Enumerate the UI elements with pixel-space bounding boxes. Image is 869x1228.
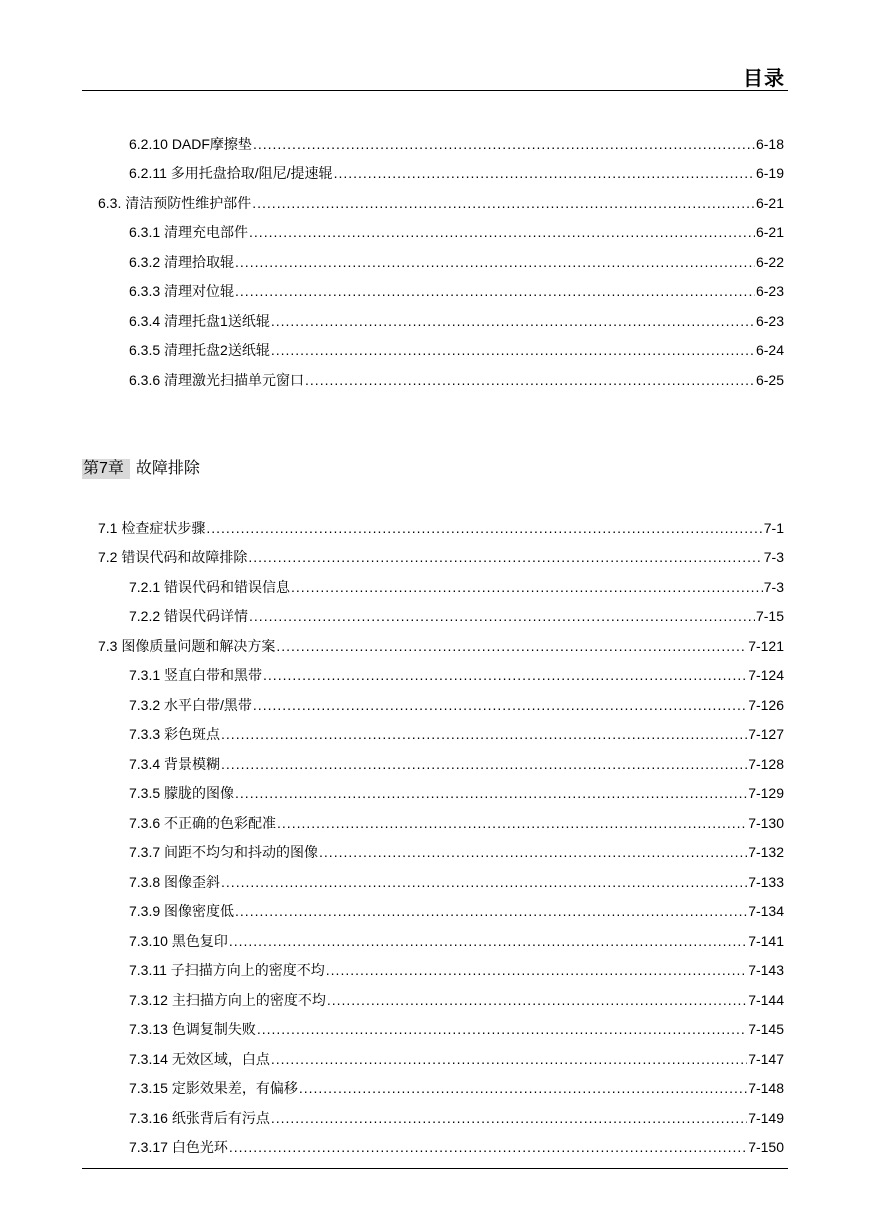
dot-leader (235, 784, 747, 802)
toc-entry-label: 7.3 图像质量问题和解决方案 (98, 638, 276, 654)
toc-entry-label: 7.2 错误代码和故障排除 (98, 549, 248, 565)
toc-entry-page: 7-1 (763, 520, 784, 536)
toc-entry[interactable] (129, 784, 784, 802)
dot-leader (271, 341, 755, 359)
toc-entry[interactable] (129, 282, 784, 300)
toc-entry[interactable] (129, 164, 784, 182)
toc-entry-label: 7.3.7 间距不均匀和抖动的图像 (129, 844, 319, 860)
toc-entry-page: 7-130 (748, 815, 784, 831)
toc-entry-page: 7-3 (763, 579, 784, 595)
toc-entry[interactable] (129, 666, 784, 684)
toc-entry-page: 7-147 (748, 1051, 784, 1067)
toc-entry-label: 6.3.3 清理对位辊 (129, 283, 235, 299)
toc-entry-page: 7-127 (748, 726, 784, 742)
dot-leader (271, 1050, 747, 1068)
toc-entry-label: 7.3.6 不正确的色彩配准 (129, 815, 277, 831)
toc-entry-page: 6-21 (755, 224, 784, 240)
toc-entry-label: 7.2.1 错误代码和错误信息 (129, 579, 291, 595)
dot-leader (276, 637, 747, 655)
toc-entry-label: 7.3.2 水平白带/黑带 (129, 697, 252, 713)
toc-entry-page: 7-15 (755, 608, 784, 624)
toc-entry[interactable] (129, 902, 784, 920)
toc-entry-page: 7-128 (748, 756, 784, 772)
chapter-heading[interactable] (82, 459, 200, 479)
toc-entry-label: 7.3.17 白色光环 (129, 1139, 228, 1155)
toc-entry-page: 7-144 (748, 992, 784, 1008)
toc-entry-page: 6-23 (755, 283, 784, 299)
toc-entry[interactable] (129, 873, 784, 891)
dot-leader (229, 932, 747, 950)
toc-entry[interactable] (129, 932, 784, 950)
toc-entry[interactable] (129, 223, 784, 241)
dot-leader (299, 1079, 747, 1097)
toc-entry[interactable] (129, 961, 784, 979)
toc-entry-label: 7.3.14 无效区域，白点 (129, 1051, 270, 1067)
toc-entry-label: 6.3.6 清理激光扫描单元窗口 (129, 372, 305, 388)
dot-leader (235, 253, 755, 271)
dot-leader (253, 135, 755, 153)
toc-entry-label: 6.2.11 多用托盘拾取/阻尼/提速辊 (129, 165, 333, 181)
chapter-title: 故障排除 (135, 460, 200, 477)
dot-leader (235, 902, 747, 920)
dot-leader (206, 519, 762, 537)
toc-entry[interactable] (129, 253, 784, 271)
toc-entry-label: 6.2.10 DADF摩擦垫 (129, 136, 252, 152)
toc-entry-label: 6.3. 清洁预防性维护部件 (98, 195, 252, 211)
toc-entry-page: 7-145 (748, 1021, 784, 1037)
dot-leader (221, 725, 747, 743)
toc-entry-page: 7-148 (748, 1080, 784, 1096)
toc-entry-label: 6.3.1 清理充电部件 (129, 224, 249, 240)
footer-divider (82, 1168, 788, 1169)
toc-entry[interactable] (129, 312, 784, 330)
toc-entry[interactable] (98, 519, 784, 537)
toc-entry[interactable] (129, 1020, 784, 1038)
toc-entry[interactable] (129, 843, 784, 861)
dot-leader (271, 1109, 747, 1127)
toc-entry-label: 6.3.2 清理拾取辊 (129, 254, 235, 270)
toc-entry-page: 7-150 (748, 1139, 784, 1155)
dot-leader (263, 666, 747, 684)
toc-entry-page: 6-19 (755, 165, 784, 181)
toc-entry[interactable] (129, 135, 784, 153)
dot-leader (327, 991, 747, 1009)
toc-entry-label: 7.3.1 竖直白带和黑带 (129, 667, 263, 683)
dot-leader (305, 371, 755, 389)
toc-entry-page: 6-22 (755, 254, 784, 270)
toc-entry-page: 7-121 (748, 638, 784, 654)
toc-entry-label: 7.3.15 定影效果差，有偏移 (129, 1080, 298, 1096)
dot-leader (253, 696, 747, 714)
dot-leader (221, 873, 747, 891)
header-divider (82, 90, 788, 91)
toc-entry-page: 6-23 (755, 313, 784, 329)
toc-entry-page: 7-129 (748, 785, 784, 801)
toc-entry-label: 7.3.13 色调复制失败 (129, 1021, 256, 1037)
toc-entry[interactable] (129, 991, 784, 1009)
toc-entry-page: 7-143 (748, 962, 784, 978)
dot-leader (221, 755, 747, 773)
toc-entry-page: 7-132 (748, 844, 784, 860)
toc-entry-label: 7.1 检查症状步骤 (98, 520, 206, 536)
dot-leader (235, 282, 755, 300)
toc-entry-label: 7.3.9 图像密度低 (129, 903, 235, 919)
toc-entry-label: 7.3.11 子扫描方向上的密度不均 (129, 962, 325, 978)
dot-leader (319, 843, 747, 861)
page-header-title: 目录 (743, 68, 785, 90)
toc-entry[interactable] (129, 341, 784, 359)
toc-entry[interactable] (98, 194, 784, 212)
toc-entry[interactable] (98, 548, 784, 566)
toc-entry-label: 7.3.4 背景模糊 (129, 756, 221, 772)
toc-entry[interactable] (98, 637, 784, 655)
dot-leader (248, 548, 762, 566)
toc-entry-label: 7.3.12 主扫描方向上的密度不均 (129, 992, 326, 1008)
dot-leader (229, 1138, 747, 1156)
toc-entry[interactable] (129, 371, 784, 389)
toc-entry-label: 7.3.5 朦胧的图像 (129, 785, 235, 801)
toc-entry-page: 7-133 (748, 874, 784, 890)
toc-entry[interactable] (129, 1050, 784, 1068)
toc-entry-page: 6-18 (755, 136, 784, 152)
dot-leader (334, 164, 755, 182)
toc-entry-page: 7-124 (748, 667, 784, 683)
dot-leader (277, 814, 747, 832)
toc-entry-label: 7.3.8 图像歪斜 (129, 874, 221, 890)
toc-entry-label: 7.3.3 彩色斑点 (129, 726, 221, 742)
dot-leader (291, 578, 763, 596)
toc-entry-page: 6-24 (755, 342, 784, 358)
toc-entry-page: 7-149 (748, 1110, 784, 1126)
toc-entry-page: 7-126 (748, 697, 784, 713)
toc-entry[interactable] (129, 696, 784, 714)
toc-entry[interactable] (129, 814, 784, 832)
toc-entry-page: 6-25 (755, 372, 784, 388)
toc-entry-page: 7-141 (748, 933, 784, 949)
dot-leader (252, 194, 755, 212)
toc-entry-label: 7.3.16 纸张背后有污点 (129, 1110, 270, 1126)
dot-leader (271, 312, 755, 330)
toc-entry-label: 7.2.2 错误代码详情 (129, 608, 249, 624)
toc-entry-label: 6.3.4 清理托盘1送纸辊 (129, 313, 270, 329)
dot-leader (249, 223, 755, 241)
toc-entry[interactable] (129, 607, 784, 625)
toc-entry[interactable] (129, 1138, 784, 1156)
toc-entry[interactable] (129, 1079, 784, 1097)
chapter-number: 第7章 (82, 459, 130, 479)
toc-entry[interactable] (129, 725, 784, 743)
toc-entry-page: 6-21 (755, 195, 784, 211)
dot-leader (326, 961, 747, 979)
toc-entry-label: 7.3.10 黑色复印 (129, 933, 228, 949)
dot-leader (249, 607, 755, 625)
toc-entry[interactable] (129, 1109, 784, 1127)
toc-entry[interactable] (129, 578, 784, 596)
toc-entry-page: 7-134 (748, 903, 784, 919)
toc-entry-page: 7-3 (763, 549, 784, 565)
toc-entry-label: 6.3.5 清理托盘2送纸辊 (129, 342, 270, 358)
toc-entry[interactable] (129, 755, 784, 773)
dot-leader (257, 1020, 747, 1038)
